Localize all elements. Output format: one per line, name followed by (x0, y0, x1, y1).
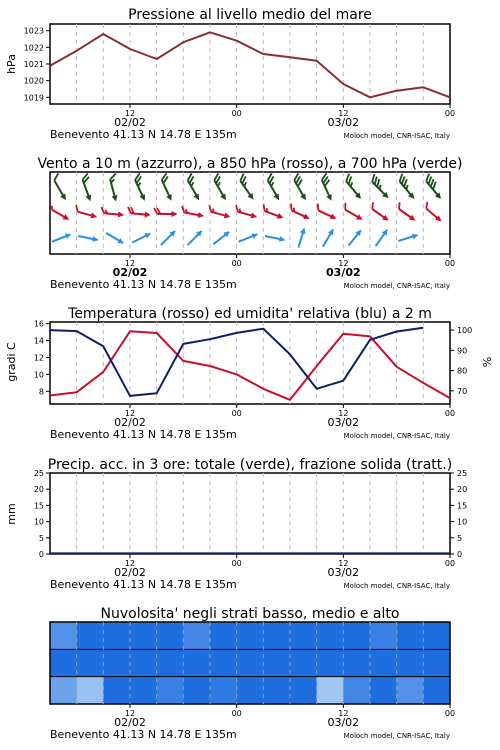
wind-barb-head (172, 211, 178, 217)
wind-barb-head (140, 194, 148, 202)
x-tick-label: 00 (231, 559, 242, 568)
wind-barb (341, 203, 366, 222)
wind-barb-head (303, 214, 311, 222)
y-tick-label: 1019 (23, 93, 44, 103)
cloud-cell (343, 622, 370, 650)
y-tick-label: 25 (33, 469, 44, 478)
cloud-cell (290, 649, 317, 677)
x-tick-label: 12 (124, 259, 136, 268)
wind-barb-head (326, 194, 334, 202)
temperature-ylabel: gradi C (5, 342, 18, 382)
wind-barb-feather (109, 174, 117, 180)
temperature-title: Temperatura (rosso) ed umidita' relativa (blu) a 2 m (68, 306, 432, 322)
x-tick-label: 12 (124, 109, 136, 118)
wind-barb (101, 207, 125, 218)
wind-barb-head (60, 194, 68, 202)
cloud-cell (130, 649, 157, 677)
wind-barb (341, 174, 366, 201)
y-tick-label: 70 (457, 386, 468, 396)
wind-barb (421, 174, 446, 201)
cloud-cell (210, 677, 237, 705)
wind-barb (49, 206, 71, 223)
cloud-cell (370, 649, 397, 677)
cloud-cell (210, 622, 237, 650)
y-tick-label: 80 (457, 366, 468, 376)
pressure-title: Pressione al livello medio del mare (128, 7, 372, 23)
x-tick-label: 12 (124, 709, 136, 718)
x-tick-label: 12 (338, 259, 349, 268)
cloud-cell (263, 622, 290, 650)
cloud-cell (397, 649, 424, 677)
date-label: 03/02 (327, 566, 360, 579)
date-label: 02/02 (114, 416, 146, 429)
y-tick-label: 1020 (23, 76, 44, 86)
wind-barb-feather (101, 207, 105, 213)
wind-barb-head (198, 212, 205, 219)
y-tick-label: 0 (38, 550, 44, 559)
x-tick-label: 12 (338, 409, 349, 418)
cloud-cell (370, 622, 397, 650)
cloud-cell (130, 677, 157, 705)
panel-cloud-cover (50, 606, 455, 741)
cloud-cell (237, 677, 264, 705)
cloud-cell (397, 622, 424, 650)
wind-barb-head (118, 211, 125, 218)
cloud-cell (317, 649, 344, 677)
y-tick-label: 1022 (23, 43, 44, 53)
y-tick-label: 10 (457, 517, 468, 527)
y-tick-label: 12 (33, 353, 44, 363)
cloud-cell (77, 677, 104, 705)
y-tick-label: 0 (457, 550, 463, 559)
cloud-cell (423, 677, 450, 705)
wind-barb (287, 204, 312, 222)
x-tick-label: 00 (444, 109, 456, 118)
x-tick-label: 12 (338, 109, 349, 118)
wind-barb-feather (235, 205, 240, 212)
wind-barb-head (356, 214, 364, 222)
wind-barb (106, 174, 123, 203)
wind-barb (207, 205, 232, 220)
wind-barb (131, 173, 151, 202)
wind-barb (210, 173, 232, 201)
cloud-cell (263, 677, 290, 705)
wind-barb (263, 173, 285, 201)
y-tick-label: 8 (38, 387, 44, 397)
x-tick-label: 00 (231, 259, 242, 268)
cloud-cell (370, 677, 397, 705)
location-label: Benevento 41.13 N 14.78 E 135m (50, 578, 237, 591)
cloud-cell (50, 677, 77, 705)
date-label: 02/02 (114, 116, 146, 129)
wind-barb (395, 174, 420, 201)
wind-barb-head (86, 195, 94, 203)
x-tick-label: 12 (338, 559, 349, 568)
pressure-line (50, 32, 450, 97)
humidity-line (50, 328, 423, 396)
wind-barb (260, 204, 285, 220)
y-tick-label: 10 (33, 370, 44, 380)
temperature-line (50, 331, 450, 400)
date-label: 03/02 (326, 266, 361, 279)
wind-barb-head (63, 214, 71, 222)
wind-barb-feather (52, 173, 60, 180)
date-label: 03/02 (327, 716, 360, 729)
cloud-cell (210, 649, 237, 677)
panel-wind (37, 156, 462, 291)
cloud-cell (263, 649, 290, 677)
model-credit: Moloch model, CNR-ISAC, Italy (343, 432, 450, 440)
cloud-cell (157, 677, 184, 705)
wind-barb-feather (424, 202, 430, 209)
wind-barb (157, 173, 177, 202)
cloud-cell (423, 622, 450, 650)
location-label: Benevento 41.13 N 14.78 E 135m (50, 128, 237, 141)
model-credit: Moloch model, CNR-ISAC, Italy (343, 282, 450, 290)
y-tick-label: 1021 (23, 60, 44, 69)
y-tick-label: 20 (33, 485, 44, 495)
wind-barb (154, 208, 177, 217)
wind-barb (290, 173, 312, 201)
panel-precipitation (5, 457, 467, 591)
wind-barb (78, 173, 97, 202)
cloud-title: Nuvolosita' negli strati basso, medio e alto (100, 606, 400, 622)
wind-barb (368, 202, 392, 223)
cloud-cell (423, 649, 450, 677)
wind-barb-feather (181, 206, 185, 212)
cloud-cell (343, 649, 370, 677)
y-tick-label: 25 (457, 469, 468, 478)
wind-barb (127, 207, 151, 218)
date-label: 03/02 (327, 116, 360, 129)
wind-barb (395, 202, 419, 223)
cloud-cell (183, 622, 210, 650)
wind-barb-feather (396, 202, 402, 209)
x-tick-label: 12 (124, 409, 136, 418)
x-tick-label: 00 (231, 109, 242, 118)
y-tick-label: 14 (33, 336, 44, 346)
model-credit: Moloch model, CNR-ISAC, Italy (343, 132, 450, 140)
y-tick-label: 16 (33, 319, 44, 329)
cloud-cell (103, 677, 130, 705)
date-label: 02/02 (114, 716, 146, 729)
wind-barb (317, 173, 337, 202)
location-label: Benevento 41.13 N 14.78 E 135m (50, 728, 237, 741)
cloud-cell (77, 622, 104, 650)
cloud-cell (183, 649, 210, 677)
cloud-cell (77, 649, 104, 677)
y-tick-label: 5 (38, 533, 44, 543)
wind-title: Vento a 10 m (azzurro), a 850 hPa (rosso), a 700 hPa (verde) (37, 156, 463, 172)
y-tick-label: 15 (33, 501, 44, 511)
y-tick-label: 5 (457, 533, 463, 543)
panel-pressure (5, 7, 455, 141)
wind-barb-feather (262, 204, 267, 211)
wind-barb-feather (75, 205, 80, 212)
x-tick-label: 00 (444, 559, 456, 568)
wind-barb (236, 174, 260, 202)
x-tick-label: 00 (444, 409, 456, 418)
y-tick-label: 100 (457, 326, 473, 336)
wind-barb-head (274, 194, 282, 202)
x-tick-label: 12 (338, 709, 349, 718)
y-tick-label: 10 (33, 517, 44, 527)
pressure-ylabel: hPa (5, 54, 18, 74)
x-tick-label: 00 (231, 409, 242, 418)
y-tick-label: 1023 (23, 26, 44, 36)
cloud-cell (317, 677, 344, 705)
plot-frame (50, 473, 450, 554)
humidity-ylabel: % (481, 356, 494, 368)
cloud-cell (290, 622, 317, 650)
location-label: Benevento 41.13 N 14.78 E 135m (50, 278, 237, 291)
x-tick-label: 00 (231, 709, 242, 718)
wind-barb-feather (315, 204, 321, 211)
y-tick-label: 20 (457, 485, 468, 495)
cloud-cell (157, 622, 184, 650)
wind-barb-head (112, 195, 119, 202)
cloud-cell (50, 649, 77, 677)
cloud-cell (103, 622, 130, 650)
wind-barb (50, 173, 72, 201)
x-tick-label: 00 (444, 259, 456, 268)
cloud-cell (183, 677, 210, 705)
wind-barb (422, 202, 446, 224)
cloud-cell (103, 649, 130, 677)
cloud-cell (290, 677, 317, 705)
wind-barb-head (330, 214, 338, 222)
wind-barb-head (91, 213, 98, 220)
cloud-cell (397, 677, 424, 705)
cloud-cell (317, 622, 344, 650)
cloud-cell (343, 677, 370, 705)
wind-barb (183, 173, 205, 201)
wind-barb-head (220, 194, 228, 202)
cloud-cell (237, 649, 264, 677)
wind-barb-head (224, 213, 231, 220)
wind-barb-head (145, 211, 152, 218)
cloud-cell (130, 622, 157, 650)
cloud-cell (50, 622, 77, 650)
model-credit: Moloch model, CNR-ISAC, Italy (343, 582, 450, 590)
wind-barb-head (251, 213, 258, 220)
x-tick-label: 00 (444, 709, 456, 718)
wind-barb-head (300, 194, 308, 202)
model-credit: Moloch model, CNR-ISAC, Italy (343, 732, 450, 740)
precipitation-ylabel: mm (5, 503, 18, 525)
cloud-cell (237, 622, 264, 650)
wind-barb (180, 206, 205, 219)
y-tick-label: 90 (457, 346, 468, 356)
precipitation-title: Precip. acc. in 3 ore: totale (verde), frazione solida (tratt.) (47, 457, 453, 473)
wind-barb-head (194, 194, 202, 202)
date-label: 02/02 (112, 266, 148, 279)
wind-barb (314, 204, 339, 222)
wind-barb (74, 205, 99, 220)
wind-barb-feather (208, 205, 213, 212)
wind-barb-head (277, 213, 285, 221)
wind-barb (234, 205, 259, 220)
wind-barb (367, 174, 393, 200)
location-label: Benevento 41.13 N 14.78 E 135m (50, 428, 237, 441)
cloud-cell (157, 649, 184, 677)
date-label: 02/02 (114, 566, 146, 579)
wind-barb-head (166, 194, 174, 202)
date-label: 03/02 (327, 416, 360, 429)
panel-temperature (5, 306, 494, 441)
x-tick-label: 12 (124, 559, 136, 568)
y-tick-label: 15 (457, 501, 468, 511)
